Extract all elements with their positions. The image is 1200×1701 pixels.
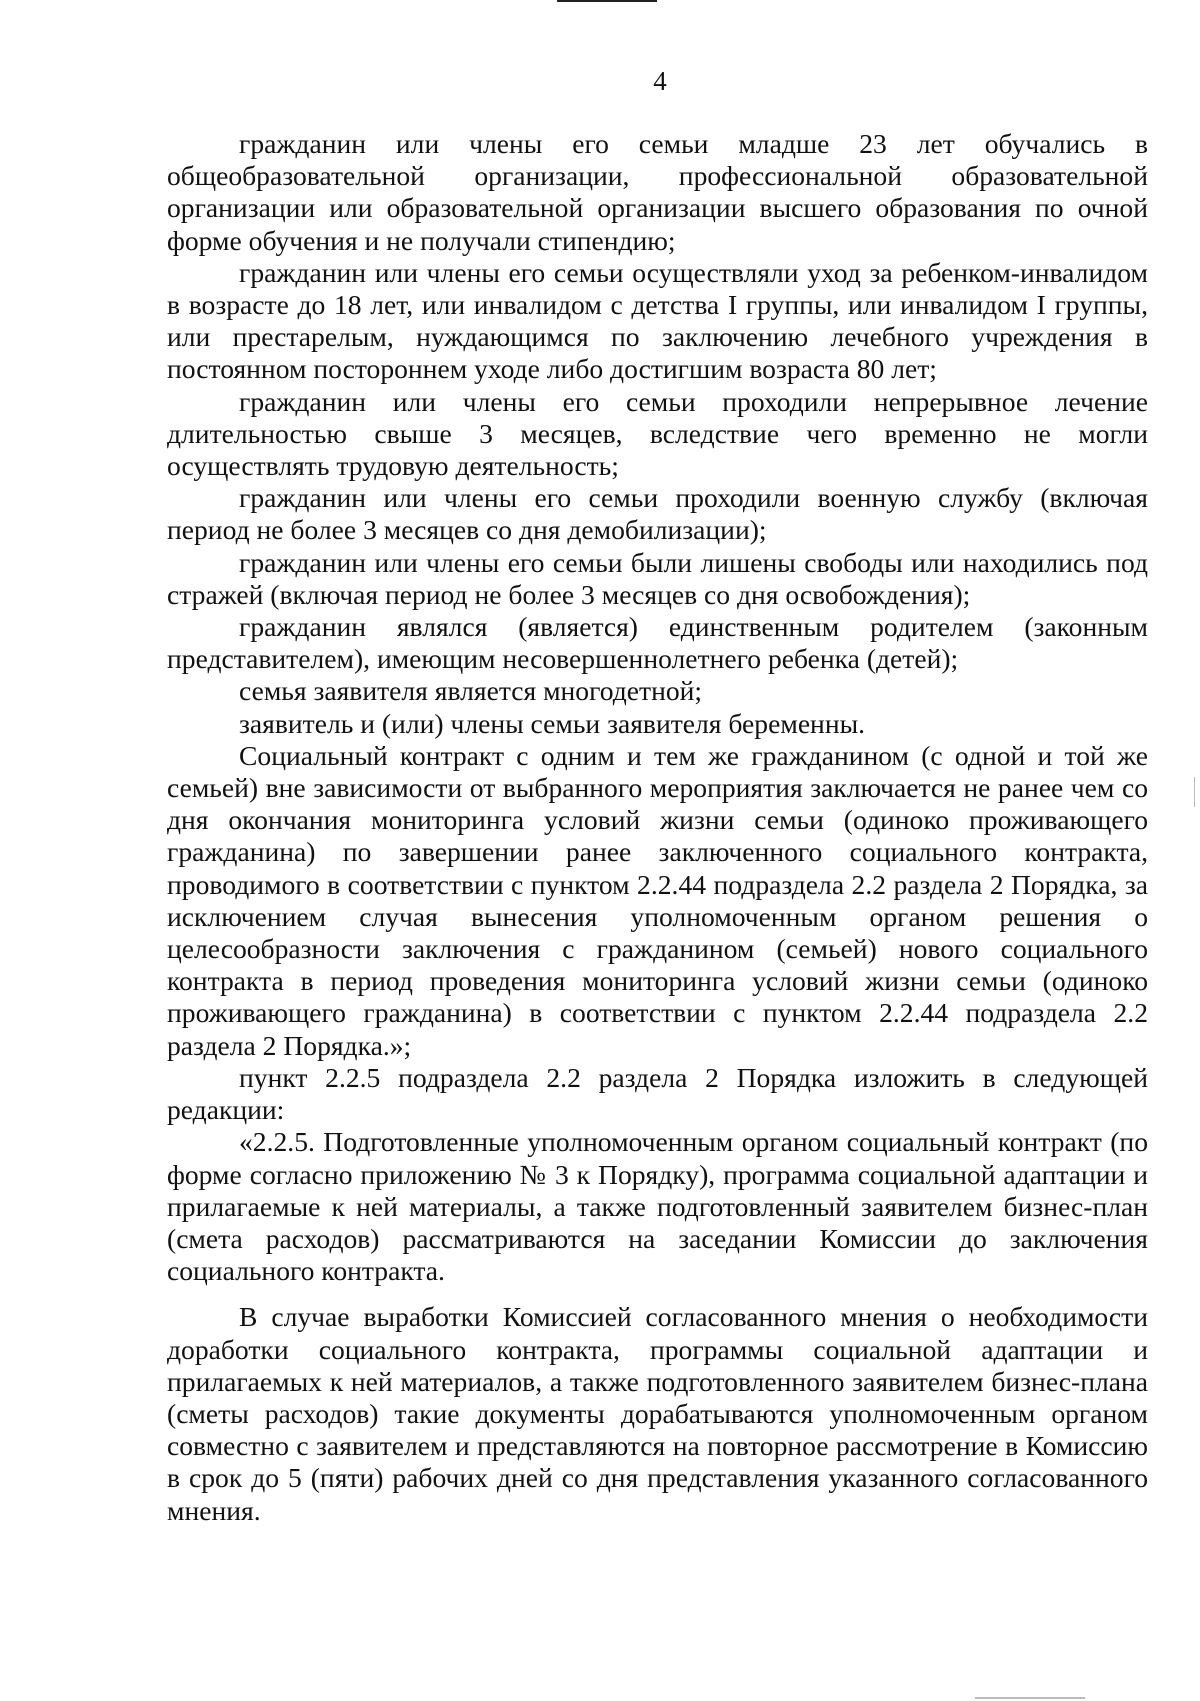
paragraph-students: гражданин или члены его семьи младше 23 лет обучались в общеобразовательной организации, профессиональной образовательной организации или образовательной организации высшего образования по очной форме обучения и не получали стипендию; [167, 128, 1148, 256]
paragraph-clause-2-2-5: «2.2.5. Подготовленные уполномоченным органом социальный контракт (по форме согласно приложению № 3 к Порядку), программа социальной адаптации и прилагаемые к ней материалы, а также подготовленный заявителем бизнес-план (смета расходов) рассматриваются на заседании Комиссии до заключения социального контракта. [167, 1126, 1148, 1287]
paragraph-military-service: гражданин или члены его семьи проходили военную службу (включая период не более 3 месяцев со дня демобилизации); [167, 482, 1148, 546]
page-number: 4 [653, 66, 667, 96]
paragraph-pregnancy: заявитель и (или) члены семьи заявителя беременны. [239, 707, 866, 739]
bottom-rule [975, 1697, 1085, 1699]
paragraph-treatment: гражданин или члены его семьи проходили непрерывное лечение длительностью свыше 3 месяцев, вследствие чего временно не могли осуществлять трудовую деятельность; [167, 385, 1148, 482]
paragraph-single-parent: гражданин являлся (является) единственным родителем (законным представителем), имеющим несовершеннолетнего ребенка (детей); [167, 611, 1148, 675]
paragraph-large-family: семья заявителя является многодетной; [239, 675, 703, 707]
paragraph-imprisonment: гражданин или члены его семьи были лишены свободы или находились под стражей (включая период не более 3 месяцев со дня освобождения); [167, 546, 1148, 610]
paragraph-amendment-clause: пункт 2.2.5 подраздела 2.2 раздела 2 Порядка изложить в следующей редакции: [167, 1061, 1148, 1126]
paragraph-repeat-contract: Социальный контракт с одним и тем же гражданином (с одной и той же семьей) вне зависимости от выбранного мероприятия заключается не ранее чем со дня окончания мониторинга условий жизни семьи (одиноко проживающего гражданина) по завершении ранее заключенного социального контракта, проводимого в соответствии с пунктом 2.2.44 подраздела 2.2 раздела 2 Порядка, за исключением случая вынесения уполномоченным органом решения о целесообразности заключения с гражданином (семьей) нового социального контракта в период проведения мониторинга условий жизни семьи (одиноко проживающего гражданина) в соответствии с пунктом 2.2.44 подраздела 2.2 раздела 2 Порядка.»; [167, 739, 1148, 1061]
document-body [167, 128, 1148, 1527]
paragraph-caregiving: гражданин или члены его семьи осуществляли уход за ребенком-инвалидом в возрасте до 18 лет, или инвалидом с детства I группы, или инвалидом I группы, или престарелым, нуждающимся по заключению лечебного учреждения в постоянном постороннем уходе либо достигшим возраста 80 лет; [167, 256, 1148, 385]
paragraph-revision-procedure: В случае выработки Комиссией согласованного мнения о необходимости доработки социального контракта, программы социальной адаптации и прилагаемых к ней материалов, а также подготовленного заявителем бизнес-плана (сметы расходов) такие документы дорабатываются уполномоченным органом совместно с заявителем и представляются на повторное рассмотрение в Комиссию в срок до 5 (пяти) рабочих дней со дня представления указанного согласованного мнения. [167, 1301, 1148, 1526]
top-rule [557, 0, 657, 2]
scan-mark [1194, 777, 1195, 807]
